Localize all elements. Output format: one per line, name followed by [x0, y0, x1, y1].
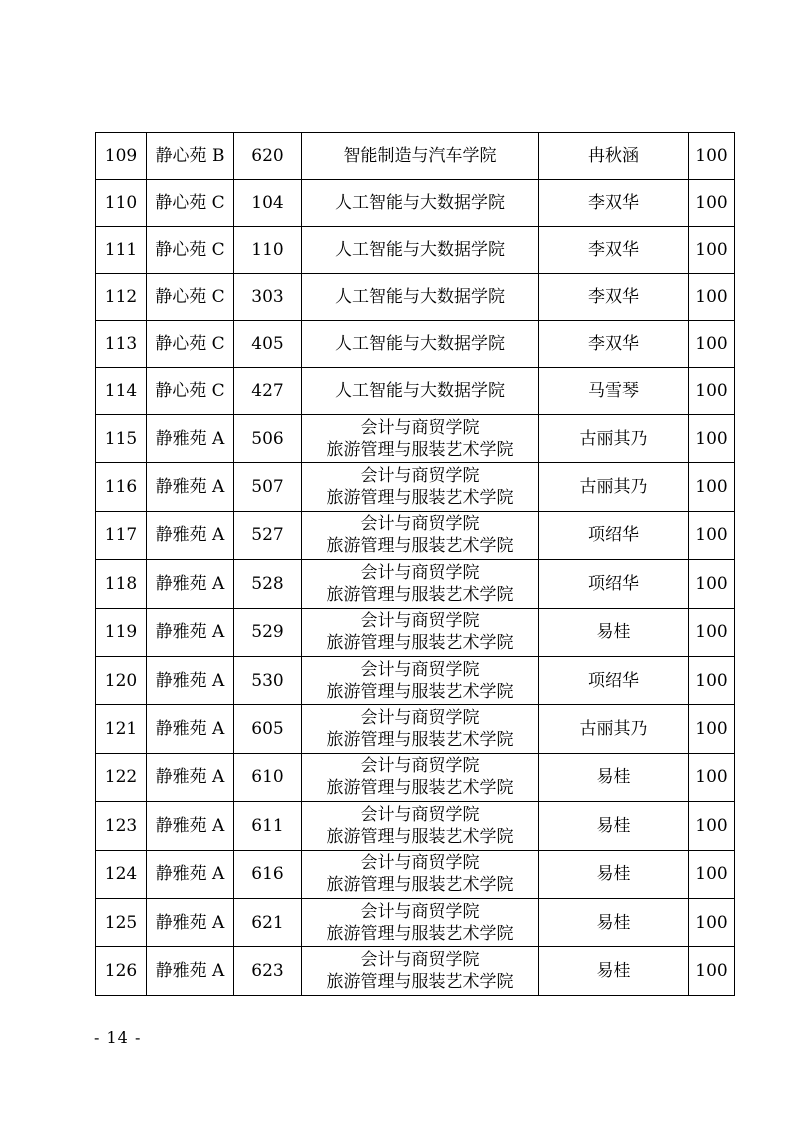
- college-name: 会计与商贸学院: [360, 514, 480, 535]
- row-number-cell: 120: [96, 656, 147, 704]
- college-name: 会计与商贸学院: [360, 562, 480, 583]
- table-row: [96, 133, 735, 180]
- college-cell: [302, 850, 539, 898]
- person-cell: 马雪琴: [539, 368, 689, 415]
- person-cell: 李双华: [539, 227, 689, 274]
- building-cell: 静心苑 C: [147, 180, 234, 227]
- room-cell: 621: [234, 898, 302, 946]
- college-cell: [302, 511, 539, 559]
- college-cell: [302, 608, 539, 656]
- table-row: [96, 850, 735, 898]
- room-cell: 611: [234, 802, 302, 850]
- person-cell: 易桂: [539, 802, 689, 850]
- building-cell: 静雅苑 A: [147, 656, 234, 704]
- college-name: 旅游管理与服装艺术学院: [326, 488, 514, 509]
- building-cell: 静心苑 C: [147, 227, 234, 274]
- score-cell: 100: [689, 705, 735, 753]
- college-name: 旅游管理与服装艺术学院: [326, 971, 514, 992]
- row-number-cell: 124: [96, 850, 147, 898]
- room-cell: 405: [234, 321, 302, 368]
- row-number-cell: 125: [96, 898, 147, 946]
- row-number-cell: 117: [96, 511, 147, 559]
- college-name: 会计与商贸学院: [360, 804, 480, 825]
- college-name: 旅游管理与服装艺术学院: [326, 536, 514, 557]
- person-cell: 项绍华: [539, 656, 689, 704]
- person-cell: 易桂: [539, 608, 689, 656]
- inspection-table: [95, 132, 735, 996]
- person-cell: 古丽其乃: [539, 463, 689, 511]
- score-cell: 100: [689, 415, 735, 463]
- score-cell: 100: [689, 180, 735, 227]
- room-cell: 303: [234, 274, 302, 321]
- building-cell: 静雅苑 A: [147, 511, 234, 559]
- building-cell: 静心苑 B: [147, 133, 234, 180]
- building-cell: 静心苑 C: [147, 321, 234, 368]
- college-name: 人工智能与大数据学院: [335, 193, 505, 213]
- college-cell: [302, 560, 539, 608]
- score-cell: 100: [689, 898, 735, 946]
- table-row: [96, 898, 735, 946]
- score-cell: 100: [689, 608, 735, 656]
- row-number-cell: 121: [96, 705, 147, 753]
- person-cell: 冉秋涵: [539, 133, 689, 180]
- building-cell: 静雅苑 A: [147, 753, 234, 801]
- row-number-cell: 109: [96, 133, 147, 180]
- college-cell: [302, 368, 539, 415]
- score-cell: 100: [689, 850, 735, 898]
- row-number-cell: 122: [96, 753, 147, 801]
- college-cell: [302, 180, 539, 227]
- row-number-cell: 112: [96, 274, 147, 321]
- row-number-cell: 115: [96, 415, 147, 463]
- college-cell: [302, 133, 539, 180]
- college-name: 智能制造与汽车学院: [343, 146, 497, 166]
- college-name: 会计与商贸学院: [360, 949, 480, 970]
- row-number-cell: 111: [96, 227, 147, 274]
- row-number-cell: 123: [96, 802, 147, 850]
- row-number-cell: 114: [96, 368, 147, 415]
- person-cell: 易桂: [539, 850, 689, 898]
- college-name: 旅游管理与服装艺术学院: [326, 730, 514, 751]
- college-name: 旅游管理与服装艺术学院: [326, 633, 514, 654]
- person-cell: 古丽其乃: [539, 705, 689, 753]
- row-number-cell: 126: [96, 947, 147, 995]
- score-cell: 100: [689, 463, 735, 511]
- person-cell: 易桂: [539, 753, 689, 801]
- college-name: 旅游管理与服装艺术学院: [326, 778, 514, 799]
- person-cell: 项绍华: [539, 560, 689, 608]
- room-cell: 616: [234, 850, 302, 898]
- room-cell: 605: [234, 705, 302, 753]
- room-cell: 527: [234, 511, 302, 559]
- room-cell: 427: [234, 368, 302, 415]
- table-row: [96, 463, 735, 511]
- college-name: 旅游管理与服装艺术学院: [326, 875, 514, 896]
- table-row: [96, 656, 735, 704]
- college-cell: [302, 898, 539, 946]
- college-name: 人工智能与大数据学院: [335, 287, 505, 307]
- room-cell: 610: [234, 753, 302, 801]
- room-cell: 623: [234, 947, 302, 995]
- score-cell: 100: [689, 656, 735, 704]
- college-cell: [302, 415, 539, 463]
- college-name: 人工智能与大数据学院: [335, 381, 505, 401]
- college-cell: [302, 753, 539, 801]
- score-cell: 100: [689, 227, 735, 274]
- room-cell: 528: [234, 560, 302, 608]
- table-row: [96, 274, 735, 321]
- score-cell: 100: [689, 274, 735, 321]
- building-cell: 静雅苑 A: [147, 608, 234, 656]
- building-cell: 静心苑 C: [147, 368, 234, 415]
- row-number-cell: 118: [96, 560, 147, 608]
- score-cell: 100: [689, 321, 735, 368]
- table-row: [96, 180, 735, 227]
- college-cell: [302, 656, 539, 704]
- score-cell: 100: [689, 560, 735, 608]
- college-cell: [302, 947, 539, 995]
- college-name: 会计与商贸学院: [360, 659, 480, 680]
- building-cell: 静雅苑 A: [147, 560, 234, 608]
- college-name: 会计与商贸学院: [360, 756, 480, 777]
- college-cell: [302, 227, 539, 274]
- table-row: [96, 415, 735, 463]
- table-row: [96, 368, 735, 415]
- page-number: - 14 -: [94, 1028, 142, 1047]
- college-name: 旅游管理与服装艺术学院: [326, 584, 514, 605]
- score-cell: 100: [689, 802, 735, 850]
- building-cell: 静雅苑 A: [147, 850, 234, 898]
- college-name: 旅游管理与服装艺术学院: [326, 681, 514, 702]
- table-row: [96, 608, 735, 656]
- row-number-cell: 116: [96, 463, 147, 511]
- room-cell: 530: [234, 656, 302, 704]
- row-number-cell: 113: [96, 321, 147, 368]
- score-cell: 100: [689, 368, 735, 415]
- person-cell: 易桂: [539, 898, 689, 946]
- table-row: [96, 947, 735, 995]
- college-name: 会计与商贸学院: [360, 417, 480, 438]
- table-body: [96, 133, 735, 996]
- person-cell: 李双华: [539, 321, 689, 368]
- table-row: [96, 321, 735, 368]
- room-cell: 620: [234, 133, 302, 180]
- college-cell: [302, 321, 539, 368]
- college-name: 人工智能与大数据学院: [335, 240, 505, 260]
- building-cell: 静雅苑 A: [147, 463, 234, 511]
- table-row: [96, 227, 735, 274]
- room-cell: 506: [234, 415, 302, 463]
- college-name: 旅游管理与服装艺术学院: [326, 439, 514, 460]
- row-number-cell: 119: [96, 608, 147, 656]
- building-cell: 静心苑 C: [147, 274, 234, 321]
- college-name: 会计与商贸学院: [360, 853, 480, 874]
- table-row: [96, 705, 735, 753]
- building-cell: 静雅苑 A: [147, 947, 234, 995]
- score-cell: 100: [689, 511, 735, 559]
- building-cell: 静雅苑 A: [147, 415, 234, 463]
- person-cell: 易桂: [539, 947, 689, 995]
- college-name: 人工智能与大数据学院: [335, 334, 505, 354]
- college-name: 会计与商贸学院: [360, 708, 480, 729]
- college-name: 会计与商贸学院: [360, 466, 480, 487]
- college-cell: [302, 802, 539, 850]
- table-row: [96, 560, 735, 608]
- room-cell: 529: [234, 608, 302, 656]
- college-name: 会计与商贸学院: [360, 901, 480, 922]
- row-number-cell: 110: [96, 180, 147, 227]
- table-row: [96, 802, 735, 850]
- person-cell: 项绍华: [539, 511, 689, 559]
- college-cell: [302, 274, 539, 321]
- person-cell: 古丽其乃: [539, 415, 689, 463]
- room-cell: 104: [234, 180, 302, 227]
- score-cell: 100: [689, 133, 735, 180]
- college-cell: [302, 705, 539, 753]
- person-cell: 李双华: [539, 274, 689, 321]
- college-cell: [302, 463, 539, 511]
- score-cell: 100: [689, 753, 735, 801]
- college-name: 旅游管理与服装艺术学院: [326, 826, 514, 847]
- college-name: 会计与商贸学院: [360, 611, 480, 632]
- person-cell: 李双华: [539, 180, 689, 227]
- college-name: 旅游管理与服装艺术学院: [326, 923, 514, 944]
- table-row: [96, 511, 735, 559]
- score-cell: 100: [689, 947, 735, 995]
- room-cell: 110: [234, 227, 302, 274]
- room-cell: 507: [234, 463, 302, 511]
- building-cell: 静雅苑 A: [147, 898, 234, 946]
- table-row: [96, 753, 735, 801]
- building-cell: 静雅苑 A: [147, 802, 234, 850]
- building-cell: 静雅苑 A: [147, 705, 234, 753]
